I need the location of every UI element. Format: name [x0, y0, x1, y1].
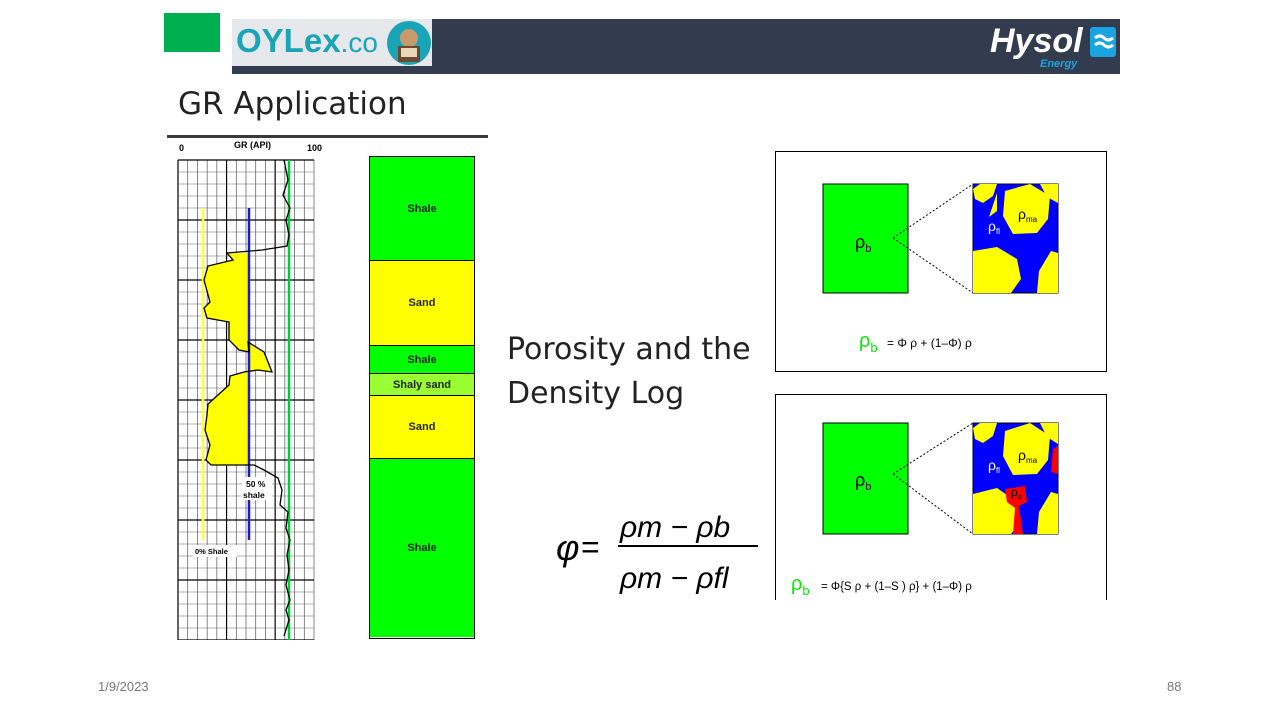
formula-numerator: ρm − ρb: [620, 511, 731, 544]
lithology-shale: [370, 459, 474, 637]
lithology-shale: [370, 157, 474, 261]
hysol-logo-text: Hysol: [990, 22, 1083, 60]
clean-line-label: 0% Shale: [195, 547, 228, 556]
bulk-density-label: $\rho_b$: [855, 232, 872, 255]
matrix-density-label-2: $\rho_{ma}$: [1018, 447, 1038, 465]
lithology-label: Shaly sand: [392, 378, 452, 391]
page-title: GR Application: [178, 86, 407, 122]
lithology-label: Shale: [407, 542, 437, 554]
hysol-energy-text: Energy: [1040, 58, 1078, 70]
shale-line-label-2: shale: [243, 490, 265, 500]
green-accent-square: [164, 13, 220, 52]
porosity-formula: [552, 500, 772, 610]
bulk-rock-box: [823, 184, 908, 293]
density-label-line-2: Density Log: [507, 376, 685, 411]
gr-log-track: [174, 140, 324, 640]
oylex-suffix-text: .co: [340, 27, 378, 58]
eq-top-bulk: $\rho_b$: [859, 330, 878, 355]
lithology-sand: [370, 261, 474, 346]
density-diagram-bottom: [775, 394, 1107, 600]
density-label-line-1: Porosity and the: [507, 332, 751, 367]
slide-number: 88: [1167, 679, 1182, 694]
lithology-column: [369, 156, 475, 639]
gr-axis-label: GR (API): [234, 140, 271, 150]
shale-line-label-1: 50 %: [246, 479, 266, 489]
gr-min-label: 0: [179, 143, 185, 153]
footer-date: 1/9/2023: [98, 679, 149, 694]
title-underline: [167, 135, 488, 138]
lithology-label: Shale: [407, 202, 437, 215]
formula-denominator: ρm − ρfl: [620, 562, 729, 595]
lithology-label: Sand: [408, 297, 436, 309]
fluid-density-label: $\rho_{fl}$: [988, 218, 1000, 236]
gr-sand-fill: [204, 253, 272, 465]
lithology-shale: [370, 346, 474, 374]
gr-max-label: 100: [307, 143, 323, 153]
lithology-sand: [370, 396, 474, 459]
hysol-wave-icon: [1089, 26, 1117, 58]
reader-avatar-icon: [386, 20, 432, 66]
formula-equals: =: [581, 529, 600, 565]
lithology-shaly-sand: [370, 374, 474, 396]
bulk-density-label-2: $\rho_b$: [855, 470, 872, 493]
oil-density-label: $\rho_o$: [1011, 485, 1022, 501]
oylex-logo-text: [236, 22, 378, 60]
eq-top-rhs: = Φ ρ + (1–Φ) ρ: [887, 336, 972, 350]
formula-phi: φ: [556, 527, 580, 568]
matrix-density-label: $\rho_{ma}$: [1018, 206, 1038, 224]
lithology-label: Shale: [407, 353, 437, 366]
bulk-rock-box-2: [823, 423, 908, 534]
oylex-main-text: OYLex: [236, 22, 341, 59]
density-diagram-top: [775, 151, 1107, 372]
eq-bottom-bulk: $\rho_b$: [791, 573, 810, 598]
lithology-label: Sand: [408, 421, 436, 433]
eq-bottom-rhs: = Φ{S ρ + (1–S ) ρ} + (1–Φ) ρ: [821, 581, 972, 593]
fluid-density-label-2: $\rho_{fl}$: [988, 457, 1000, 475]
density-log-label: [507, 328, 767, 416]
